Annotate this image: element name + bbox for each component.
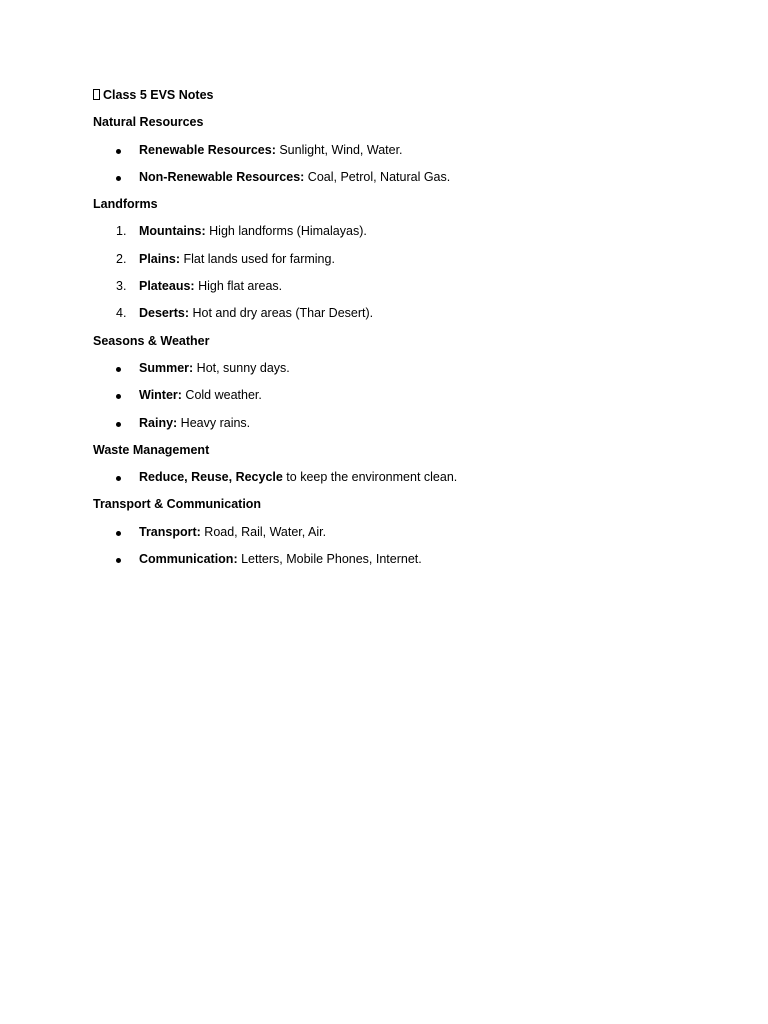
numbered-list-item bbox=[93, 222, 693, 249]
list-item-body bbox=[139, 250, 335, 268]
list-item-body bbox=[139, 277, 282, 295]
list-item-term: Plains: bbox=[139, 251, 180, 266]
bullet-list-item bbox=[93, 414, 693, 441]
list-item-body bbox=[139, 523, 326, 541]
list-item-body bbox=[139, 168, 450, 186]
list-item-description: Hot and dry areas (Thar Desert). bbox=[189, 306, 374, 321]
bullet-list-item bbox=[93, 141, 693, 168]
section-heading: Waste Management bbox=[93, 442, 210, 457]
section-heading: Transport & Communication bbox=[93, 497, 262, 512]
section-heading: Seasons & Weather bbox=[93, 333, 210, 348]
numbered-list-item bbox=[93, 304, 693, 331]
bullet-icon bbox=[93, 168, 139, 186]
list-item-body bbox=[139, 468, 457, 486]
numbered-list-item bbox=[93, 277, 693, 304]
document-page bbox=[93, 86, 693, 577]
list-item-term: Transport: bbox=[139, 524, 201, 539]
bullet-icon bbox=[93, 468, 139, 486]
list-item-term: Plateaus: bbox=[139, 279, 195, 294]
list-item-term: Winter: bbox=[139, 388, 182, 403]
list-item-body bbox=[139, 359, 290, 377]
list-item-body bbox=[139, 414, 250, 432]
list-item-term: Mountains: bbox=[139, 224, 206, 239]
list-item-term: Non-Renewable Resources: bbox=[139, 169, 305, 184]
list-item-description: Heavy rains. bbox=[177, 415, 251, 430]
list-item-description: Sunlight, Wind, Water. bbox=[275, 142, 403, 157]
document-title bbox=[93, 86, 693, 113]
sections-container bbox=[93, 113, 693, 577]
bullet-icon bbox=[93, 414, 139, 432]
numbered-list-item bbox=[93, 250, 693, 277]
list-item-term: Communication: bbox=[139, 552, 238, 567]
bullet-dot-icon bbox=[116, 149, 121, 154]
bullet-icon bbox=[93, 359, 139, 377]
bullet-list-item bbox=[93, 468, 693, 495]
bullet-icon bbox=[93, 141, 139, 159]
missing-glyph-icon bbox=[93, 89, 100, 100]
bullet-dot-icon bbox=[116, 367, 121, 372]
bullet-dot-icon bbox=[116, 531, 121, 536]
bullet-list-item bbox=[93, 168, 693, 195]
list-item-description: Flat lands used for farming. bbox=[180, 251, 335, 266]
bullet-list-item bbox=[93, 523, 693, 550]
bullet-list-item bbox=[93, 550, 693, 577]
list-item-description: Cold weather. bbox=[181, 388, 262, 403]
list-item-body bbox=[139, 386, 262, 404]
document-title-text: Class 5 EVS Notes bbox=[103, 88, 214, 102]
list-item-description: Coal, Petrol, Natural Gas. bbox=[304, 169, 451, 184]
bullet-dot-icon bbox=[116, 476, 121, 481]
list-number: 3. bbox=[116, 279, 127, 294]
list-item-body bbox=[139, 141, 403, 159]
list-item-description: Road, Rail, Water, Air. bbox=[200, 524, 327, 539]
list-item-description: High flat areas. bbox=[194, 279, 283, 294]
section-heading: Landforms bbox=[93, 197, 158, 212]
list-item-description: Hot, sunny days. bbox=[193, 360, 290, 375]
list-item-description: High landforms (Himalayas). bbox=[205, 224, 367, 239]
list-item-term: Deserts: bbox=[139, 306, 190, 321]
list-number: 4. bbox=[116, 306, 127, 321]
list-item-description: to keep the environment clean. bbox=[282, 470, 458, 485]
list-item-term: Rainy: bbox=[139, 415, 178, 430]
bullet-dot-icon bbox=[116, 422, 121, 427]
list-item-term: Summer: bbox=[139, 360, 194, 375]
bullet-dot-icon bbox=[116, 394, 121, 399]
list-item-description: Letters, Mobile Phones, Internet. bbox=[237, 552, 422, 567]
list-item-body bbox=[139, 550, 422, 568]
section-heading: Natural Resources bbox=[93, 115, 204, 130]
list-item-body bbox=[139, 222, 367, 240]
bullet-list-item bbox=[93, 359, 693, 386]
list-number: 2. bbox=[116, 251, 127, 266]
bullet-list-item bbox=[93, 386, 693, 413]
list-item-body bbox=[139, 304, 373, 322]
list-item-term: Renewable Resources: bbox=[139, 142, 276, 157]
bullet-dot-icon bbox=[116, 176, 121, 181]
list-number: 1. bbox=[116, 224, 127, 239]
bullet-icon bbox=[93, 550, 139, 568]
list-item-term: Reduce, Reuse, Recycle bbox=[139, 470, 283, 485]
bullet-icon bbox=[93, 386, 139, 404]
bullet-dot-icon bbox=[116, 558, 121, 563]
bullet-icon bbox=[93, 523, 139, 541]
